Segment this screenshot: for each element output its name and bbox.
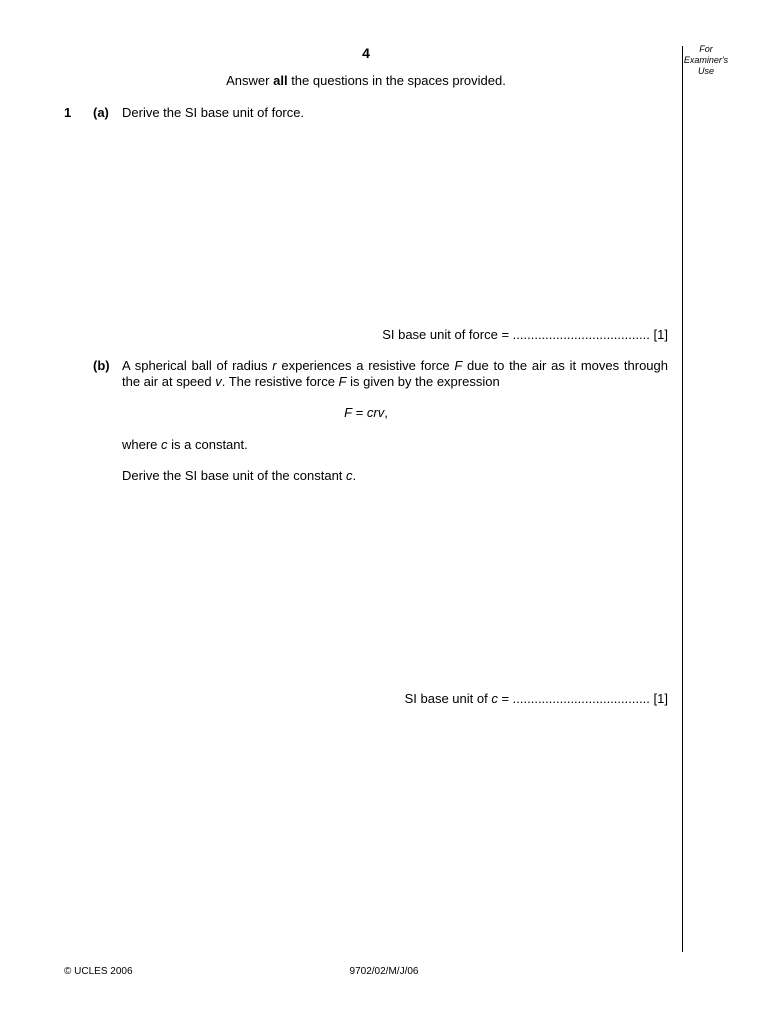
examiner-line1: For (699, 44, 713, 54)
examiner-line3: Use (697, 66, 714, 76)
instruction-bold-word: all (273, 73, 288, 88)
part-a-question: Derive the SI base unit of force. (122, 105, 305, 120)
part-b-derive: Derive the SI base unit of the constant c. (122, 468, 357, 483)
instruction-text-end: the questions in the spaces provided. (287, 73, 506, 88)
examiner-margin-line (682, 46, 683, 952)
part-a-marks: [1] (653, 327, 668, 342)
formula: F = crv, (344, 405, 388, 420)
part-a-answer-prompt: SI base unit of force = (382, 327, 513, 342)
instruction-text-start: Answer (226, 73, 274, 88)
examiner-use-label (676, 44, 736, 77)
footer-code: 9702/02/M/J/06 (349, 966, 419, 977)
part-b-marks: [1] (653, 691, 668, 706)
part-b-answer-line: SI base unit of c = ...................................... [1] (404, 691, 668, 706)
part-b-where: where c is a constant. (122, 437, 248, 452)
examiner-line2: Examiner's (683, 55, 729, 65)
part-b-paragraph: A spherical ball of radius r experiences a resistive force F due to the air as it moves through the air at speed v. The resistive force F is given by the expression (122, 358, 668, 389)
instruction (0, 73, 732, 88)
part-a-answer-line (382, 327, 668, 342)
part-b-answer-dots[interactable]: ...................................... (512, 691, 650, 706)
part-a-label: (a) (93, 105, 109, 120)
part-b-label: (b) (93, 358, 110, 373)
part-a-answer-dots[interactable]: ...................................... (512, 327, 650, 342)
page-number: 4 (362, 45, 370, 61)
footer-copyright: © UCLES 2006 (64, 966, 133, 977)
question-number: 1 (64, 105, 72, 120)
